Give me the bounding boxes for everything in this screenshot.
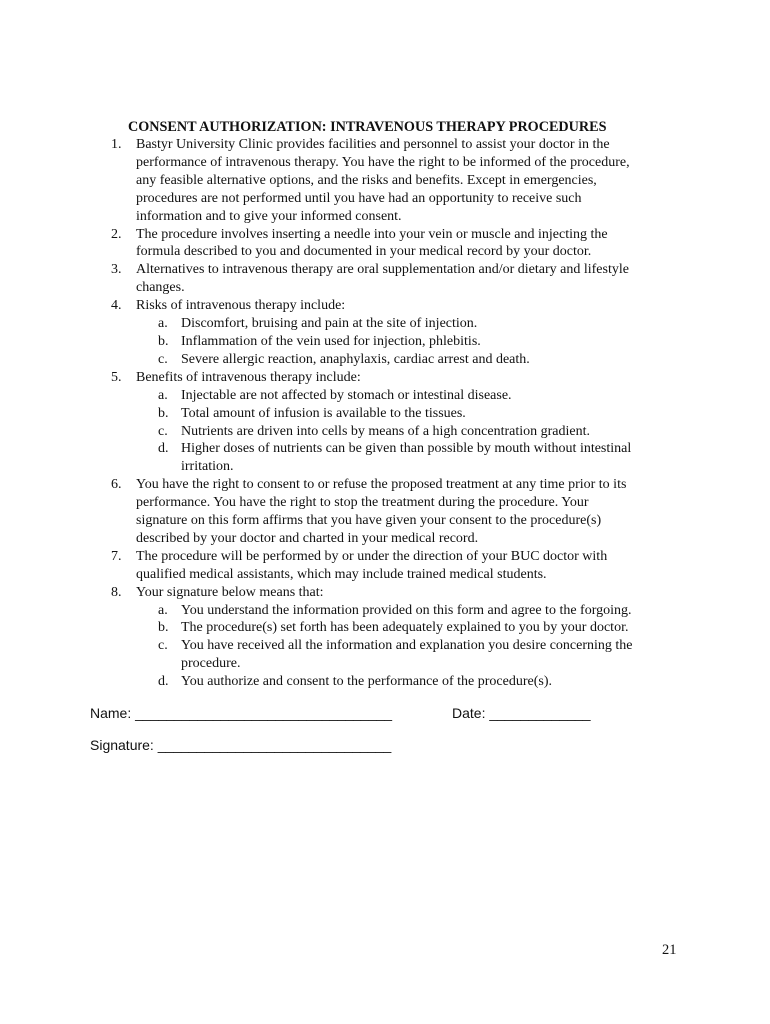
item-text (136, 136, 681, 226)
sub-item (0, 351, 681, 369)
item-text (136, 226, 681, 262)
text-line: The procedure involves inserting a needle into your vein or muscle and injecting the (136, 226, 608, 242)
list-item (0, 261, 681, 297)
sub-item (0, 619, 681, 637)
sub-item-text: You authorize and consent to the performance of the procedure(s). (181, 674, 552, 690)
sub-item (0, 440, 681, 476)
item-text (136, 297, 681, 315)
list-item (0, 369, 681, 387)
text-line: performance. You have the right to stop the treatment during the procedure. Your (136, 495, 589, 511)
sub-item (0, 387, 681, 405)
sub-item-text: Inflammation of the vein used for injection, phlebitis. (181, 333, 481, 349)
sub-item-text: Severe allergic reaction, anaphylaxis, cardiac arrest and death. (181, 351, 530, 367)
sub-item-letter: a. (158, 387, 168, 403)
text-line: Alternatives to intravenous therapy are oral supplementation and/or dietary and lifestyle (136, 262, 629, 278)
sub-item-letter: d. (158, 441, 169, 457)
sub-item-letter: a. (158, 316, 168, 332)
sub-item-text: Injectable are not affected by stomach or intestinal disease. (181, 387, 512, 403)
sub-item-text: irritation. (181, 459, 234, 475)
text-line: Your signature below means that: (136, 584, 324, 600)
sub-item-letter: b. (158, 405, 169, 421)
sub-item (0, 673, 681, 691)
item-text (136, 584, 681, 602)
name-field[interactable] (90, 705, 392, 721)
item-number: 4. (111, 298, 122, 314)
sub-item (0, 333, 681, 351)
sub-item-text: procedure. (181, 656, 241, 672)
sub-item-text: Discomfort, bruising and pain at the site of injection. (181, 316, 478, 332)
item-number: 5. (111, 369, 122, 385)
name-blank-line[interactable]: _________________________________ (135, 705, 393, 721)
page-number: 21 (662, 942, 677, 958)
sub-item (0, 423, 681, 441)
sub-item-letter: b. (158, 620, 169, 636)
text-line: signature on this form affirms that you have given your consent to the procedure(s) (136, 513, 602, 529)
text-line: any feasible alternative options, and the risks and benefits. Except in emergencies, (136, 172, 597, 188)
text-line: Bastyr University Clinic provides facilities and personnel to assist your doctor in the (136, 137, 610, 152)
list-item (0, 226, 681, 262)
sub-item-text: You understand the information provided on this form and agree to the forgoing. (181, 602, 632, 618)
date-blank-line[interactable]: _____________ (489, 705, 591, 721)
text-line: formula described to you and documented in your medical record by your doctor. (136, 244, 592, 260)
text-line: The procedure will be performed by or under the direction of your BUC doctor with (136, 548, 608, 564)
sub-item-text: The procedure(s) set forth has been adequately explained to you by your doctor. (181, 620, 629, 636)
text-line: Benefits of intravenous therapy include: (136, 369, 361, 385)
signature-label: Signature: (90, 737, 158, 753)
text-line: information and to give your informed consent. (136, 208, 402, 224)
list-item (0, 476, 681, 548)
sub-item-text: Higher doses of nutrients can be given than possible by mouth without intestinal (181, 441, 632, 457)
sub-item-letter: c. (158, 638, 168, 654)
signature-field[interactable] (90, 737, 391, 753)
item-number: 7. (111, 548, 122, 564)
sub-item-letter: c. (158, 351, 168, 367)
item-text (136, 476, 681, 548)
sub-item-text: You have received all the information and explanation you desire concerning the (181, 638, 633, 654)
sub-item (0, 405, 681, 423)
date-label: Date: (452, 705, 490, 721)
item-number: 1. (111, 137, 122, 152)
list-item (0, 548, 681, 584)
text-line: performance of intravenous therapy. You have the right to be informed of the procedure, (136, 154, 630, 170)
text-line: qualified medical assistants, which may include trained medical students. (136, 566, 547, 582)
sub-item-text: Nutrients are driven into cells by means of a high concentration gradient. (181, 423, 590, 439)
item-number: 8. (111, 584, 122, 600)
date-field[interactable] (452, 705, 591, 721)
sub-item (0, 637, 681, 673)
text-line: You have the right to consent to or refuse the proposed treatment at any time prior to its (136, 477, 627, 493)
text-line: procedures are not performed until you have had an opportunity to receive such (136, 190, 582, 206)
item-text (136, 261, 681, 297)
signature-blank-line[interactable]: ______________________________ (157, 737, 392, 753)
sub-item-letter: b. (158, 333, 169, 349)
sub-item (0, 315, 681, 333)
list-item (0, 136, 681, 226)
consent-items-list (0, 136, 681, 691)
document-title: CONSENT AUTHORIZATION: INTRAVENOUS THERAPY PROCEDURES (128, 119, 607, 135)
item-text (136, 369, 681, 387)
sub-item-letter: d. (158, 674, 169, 690)
sub-item-letter: c. (158, 423, 168, 439)
list-item (0, 584, 681, 602)
text-line: described by your doctor and charted in your medical record. (136, 530, 479, 546)
sub-item-text: Total amount of infusion is available to the tissues. (181, 405, 466, 421)
sub-item (0, 602, 681, 620)
name-label: Name: (90, 705, 136, 721)
list-item (0, 297, 681, 315)
text-line: changes. (136, 280, 185, 296)
sub-item-letter: a. (158, 602, 168, 618)
item-number: 2. (111, 226, 122, 242)
item-number: 3. (111, 262, 122, 278)
item-number: 6. (111, 477, 122, 493)
text-line: Risks of intravenous therapy include: (136, 298, 346, 314)
item-text (136, 548, 681, 584)
